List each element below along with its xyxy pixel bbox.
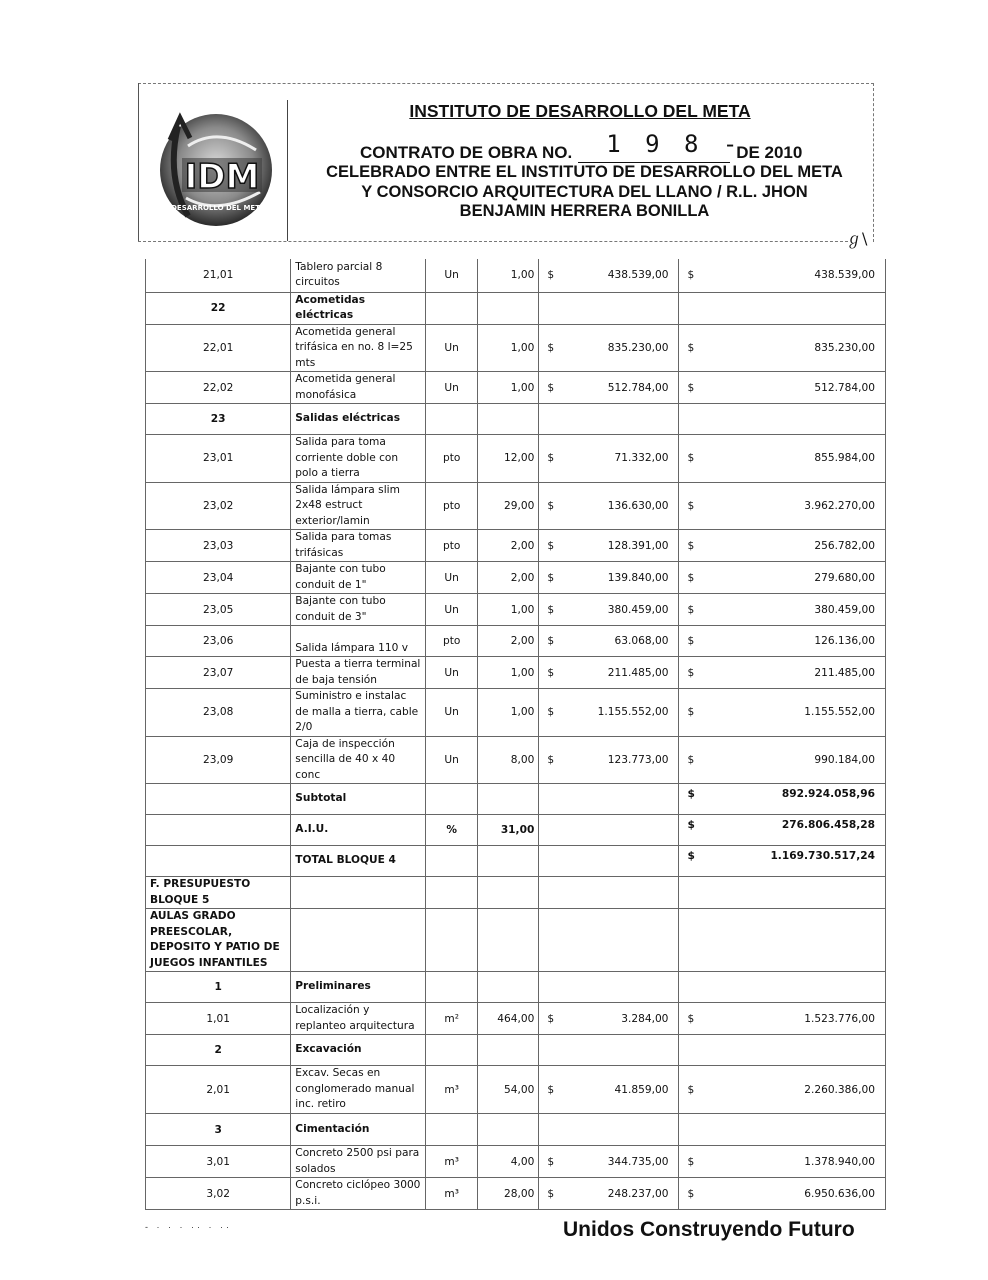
qty-cell (478, 292, 539, 324)
item-row (146, 657, 886, 689)
item-description: Concreto 2500 psi para solados (291, 1146, 426, 1178)
currency-symbol: $ (687, 788, 695, 800)
item-total (679, 626, 886, 657)
summary-row (146, 784, 886, 815)
item-quantity: 12,00 (478, 435, 539, 483)
item-total (679, 1066, 886, 1114)
item-unit-price (539, 689, 679, 737)
item-unit-price-value: 380.459,00 (607, 603, 669, 616)
item-code: 23,03 (146, 530, 291, 562)
item-unit-price (539, 562, 679, 594)
currency-symbol: $ (687, 499, 695, 512)
block-heading-row (146, 877, 886, 909)
item-description: Salida para toma corriente doble con polo a tierra (291, 435, 426, 483)
item-unit-price-value: 41.859,00 (614, 1083, 669, 1096)
currency-symbol: $ (547, 341, 555, 354)
section-code: 3 (146, 1114, 291, 1146)
item-description: Suministro e instalac de malla a tierra, cable 2/0 (291, 689, 426, 737)
currency-symbol: $ (687, 706, 695, 719)
item-unit-price-value: 128.391,00 (607, 539, 669, 552)
item-row (146, 626, 886, 657)
currency-symbol: $ (547, 1187, 555, 1200)
currency-symbol: $ (687, 753, 695, 766)
item-unit-price-value: 3.284,00 (621, 1012, 669, 1025)
summary-qty: 31,00 (478, 815, 539, 846)
price-cell (539, 1035, 679, 1066)
currency-symbol: $ (687, 452, 695, 465)
price-cell (539, 1114, 679, 1146)
item-unit: m² (426, 1003, 478, 1035)
summary-row (146, 815, 886, 846)
item-code: 23,01 (146, 435, 291, 483)
item-unit: Un (426, 324, 478, 372)
unit-cell (426, 404, 478, 435)
item-unit: pto (426, 530, 478, 562)
section-row (146, 292, 886, 324)
item-total (679, 689, 886, 737)
item-quantity: 54,00 (478, 1066, 539, 1114)
qty-cell (478, 404, 539, 435)
currency-symbol: $ (547, 603, 555, 616)
item-quantity: 1,00 (478, 259, 539, 292)
celebrated-line: CELEBRADO ENTRE EL INSTITUTO DE DESARROLLO DEL META (326, 163, 843, 181)
price-cell (539, 784, 679, 815)
code-cell (146, 815, 291, 846)
currency-symbol: $ (547, 1155, 555, 1168)
item-total (679, 435, 886, 483)
item-quantity: 2,00 (478, 530, 539, 562)
item-quantity: 1,00 (478, 594, 539, 626)
idm-logo (148, 106, 276, 234)
item-total (679, 1003, 886, 1035)
item-unit: m³ (426, 1146, 478, 1178)
section-row (146, 404, 886, 435)
currency-symbol: $ (687, 635, 695, 647)
item-code: 23,02 (146, 482, 291, 530)
summary-total (679, 815, 886, 846)
item-row (146, 1003, 886, 1035)
item-description: Puesta a tierra terminal de baja tensión (291, 657, 426, 689)
summary-qty (478, 784, 539, 815)
item-unit-price (539, 1178, 679, 1210)
item-description: Localización y replanteo arquitectura (291, 1003, 426, 1035)
logo-ring-text: DESARROLLO DEL META (171, 204, 265, 212)
block-title: AULAS GRADO PREESCOLAR, DEPOSITO Y PATIO DE JUEGOS INFANTILES (146, 909, 291, 972)
item-total (679, 324, 886, 372)
item-code: 23,05 (146, 594, 291, 626)
item-quantity: 2,00 (478, 626, 539, 657)
desc-cell (291, 909, 426, 972)
item-code: 1,01 (146, 1003, 291, 1035)
item-total-value: 380.459,00 (814, 603, 875, 616)
item-row (146, 372, 886, 404)
item-description: Bajante con tubo conduit de 3" (291, 594, 426, 626)
item-row (146, 259, 886, 292)
celebrated-line: BENJAMIN HERRERA BONILLA (459, 202, 710, 220)
currency-symbol: $ (547, 706, 555, 719)
block-title: F. PRESUPUESTO BLOQUE 5 (146, 877, 291, 909)
currency-symbol: $ (547, 452, 555, 465)
currency-symbol: $ (547, 753, 555, 766)
item-unit-price-value: 512.784,00 (607, 381, 669, 394)
item-unit-price (539, 530, 679, 562)
currency-symbol: $ (547, 571, 555, 584)
budget-table (145, 259, 886, 1210)
item-code: 22,01 (146, 324, 291, 372)
item-total-value: 3.962.270,00 (804, 499, 875, 512)
item-row (146, 689, 886, 737)
item-unit-price-value: 63.068,00 (614, 635, 669, 647)
item-unit-price (539, 626, 679, 657)
item-unit-price-value: 344.735,00 (607, 1155, 669, 1168)
item-code: 23,04 (146, 562, 291, 594)
currency-symbol: $ (687, 1083, 695, 1096)
item-total-value: 1.155.552,00 (804, 706, 875, 719)
item-total (679, 736, 886, 784)
item-code: 23,09 (146, 736, 291, 784)
unit-cell (426, 292, 478, 324)
item-row (146, 562, 886, 594)
item-unit-price (539, 594, 679, 626)
item-total-value: 512.784,00 (814, 381, 875, 394)
item-total (679, 657, 886, 689)
contract-suffix: DE 2010 (736, 143, 803, 162)
summary-qty (478, 846, 539, 877)
item-code: 23,08 (146, 689, 291, 737)
item-unit-price (539, 1066, 679, 1114)
price-cell (539, 909, 679, 972)
item-quantity: 1,00 (478, 324, 539, 372)
section-title: Excavación (291, 1035, 426, 1066)
price-cell (539, 404, 679, 435)
item-quantity: 1,00 (478, 372, 539, 404)
item-total (679, 530, 886, 562)
item-unit-price (539, 324, 679, 372)
price-cell (539, 972, 679, 1003)
item-unit-price-value: 211.485,00 (607, 666, 669, 679)
item-code: 3,01 (146, 1146, 291, 1178)
celebrated-text (292, 163, 877, 222)
currency-symbol: $ (547, 1012, 555, 1025)
item-quantity: 4,00 (478, 1146, 539, 1178)
total-cell (679, 404, 886, 435)
price-cell (539, 877, 679, 909)
item-quantity: 29,00 (478, 482, 539, 530)
total-cell (679, 1035, 886, 1066)
item-unit: Un (426, 689, 478, 737)
item-description: Salida lámpara slim 2x48 estruct exterior/lamin (291, 482, 426, 530)
total-cell (679, 1114, 886, 1146)
currency-symbol: $ (687, 666, 695, 679)
item-unit-price-value: 1.155.552,00 (597, 706, 669, 719)
item-total-value: 211.485,00 (814, 666, 875, 679)
summary-unit (426, 784, 478, 815)
handwritten-mark: ℊ\ (846, 229, 868, 248)
footer-page-info: - · · · ·· · ·· (145, 1222, 232, 1232)
contract-number-blank (578, 130, 743, 163)
item-unit: Un (426, 657, 478, 689)
section-code: 2 (146, 1035, 291, 1066)
item-unit-price (539, 482, 679, 530)
item-unit-price (539, 435, 679, 483)
item-row (146, 435, 886, 483)
item-unit-price (539, 1146, 679, 1178)
item-unit: Un (426, 736, 478, 784)
currency-symbol: $ (687, 819, 695, 831)
item-code: 3,02 (146, 1178, 291, 1210)
item-description: Salida lámpara 110 v (291, 626, 426, 657)
unit-cell (426, 1114, 478, 1146)
item-quantity: 464,00 (478, 1003, 539, 1035)
item-total (679, 259, 886, 292)
item-unit-price-value: 248.237,00 (607, 1187, 669, 1200)
item-unit-price (539, 372, 679, 404)
qty-cell (478, 1114, 539, 1146)
price-cell (539, 292, 679, 324)
item-total-value: 855.984,00 (814, 452, 875, 465)
item-unit: pto (426, 435, 478, 483)
header-divider (287, 100, 288, 241)
item-unit-price-value: 123.773,00 (607, 753, 669, 766)
item-unit: m³ (426, 1178, 478, 1210)
currency-symbol: $ (547, 539, 555, 552)
item-total-value: 256.782,00 (814, 539, 875, 552)
code-cell (146, 846, 291, 877)
currency-symbol: $ (687, 381, 695, 394)
item-row (146, 736, 886, 784)
section-code: 23 (146, 404, 291, 435)
unit-cell (426, 877, 478, 909)
item-total-value: 835.230,00 (814, 341, 875, 354)
summary-label: A.I.U. (291, 815, 426, 846)
header-left-border (138, 83, 139, 241)
summary-total-value: 276.806.458,28 (781, 819, 875, 831)
item-unit-price-value: 438.539,00 (607, 269, 669, 282)
currency-symbol: $ (687, 539, 695, 552)
item-total-value: 279.680,00 (814, 571, 875, 584)
section-code: 22 (146, 292, 291, 324)
currency-symbol: $ (687, 1012, 695, 1025)
desc-cell (291, 877, 426, 909)
total-cell (679, 972, 886, 1003)
item-unit-price-value: 835.230,00 (607, 341, 669, 354)
price-cell (539, 846, 679, 877)
item-code: 23,07 (146, 657, 291, 689)
summary-label: TOTAL BLOQUE 4 (291, 846, 426, 877)
currency-symbol: $ (547, 635, 555, 647)
item-code: 23,06 (146, 626, 291, 657)
item-unit-price-value: 136.630,00 (607, 499, 669, 512)
summary-unit: % (426, 815, 478, 846)
code-cell (146, 784, 291, 815)
item-row (146, 324, 886, 372)
section-row (146, 1114, 886, 1146)
item-unit-price (539, 736, 679, 784)
contract-line (360, 130, 820, 163)
unit-cell (426, 972, 478, 1003)
qty-cell (478, 877, 539, 909)
item-unit: Un (426, 562, 478, 594)
currency-symbol: $ (687, 269, 695, 282)
currency-symbol: $ (547, 269, 555, 282)
item-unit: pto (426, 482, 478, 530)
item-quantity: 1,00 (478, 657, 539, 689)
summary-row (146, 846, 886, 877)
item-total (679, 372, 886, 404)
summary-total (679, 784, 886, 815)
currency-symbol: $ (687, 1155, 695, 1168)
item-total-value: 2.260.386,00 (804, 1083, 875, 1096)
logo-text: IDM (184, 157, 260, 197)
item-total-value: 990.184,00 (814, 753, 875, 766)
item-row (146, 1146, 886, 1178)
unit-cell (426, 909, 478, 972)
total-cell (679, 292, 886, 324)
summary-total-value: 892.924.058,96 (781, 788, 875, 800)
item-description: Caja de inspección sencilla de 40 x 40 conc (291, 736, 426, 784)
currency-symbol: $ (547, 381, 555, 394)
currency-symbol: $ (547, 666, 555, 679)
section-title: Acometidas eléctricas (291, 292, 426, 324)
item-unit-price-value: 139.840,00 (607, 571, 669, 584)
item-description: Bajante con tubo conduit de 1" (291, 562, 426, 594)
item-unit: Un (426, 259, 478, 292)
header-bottom-border (138, 241, 848, 242)
item-description: Acometida general trifásica en no. 8 l=25 mts (291, 324, 426, 372)
unit-cell (426, 1035, 478, 1066)
item-description: Salida para tomas trifásicas (291, 530, 426, 562)
item-description: Concreto ciclópeo 3000 p.s.i. (291, 1178, 426, 1210)
celebrated-line: Y CONSORCIO ARQUITECTURA DEL LLANO / R.L. JHON (361, 182, 808, 201)
qty-cell (478, 1035, 539, 1066)
item-row (146, 1066, 886, 1114)
summary-label: Subtotal (291, 784, 426, 815)
item-unit-price (539, 1003, 679, 1035)
item-total (679, 562, 886, 594)
section-title: Salidas eléctricas (291, 404, 426, 435)
item-row (146, 1178, 886, 1210)
section-row (146, 1035, 886, 1066)
section-title: Cimentación (291, 1114, 426, 1146)
item-quantity: 28,00 (478, 1178, 539, 1210)
currency-symbol: $ (687, 341, 695, 354)
currency-symbol: $ (547, 499, 555, 512)
item-total-value: 1.378.940,00 (804, 1155, 875, 1168)
item-unit-price-value: 71.332,00 (614, 452, 669, 465)
item-row (146, 530, 886, 562)
contract-prefix: CONTRATO DE OBRA NO. (360, 143, 573, 162)
total-cell (679, 877, 886, 909)
price-cell (539, 815, 679, 846)
item-total (679, 482, 886, 530)
item-total-value: 126.136,00 (814, 635, 875, 647)
currency-symbol: $ (687, 1187, 695, 1200)
footer-slogan: Unidos Construyendo Futuro (563, 1218, 855, 1241)
summary-unit (426, 846, 478, 877)
item-code: 22,02 (146, 372, 291, 404)
item-unit: pto (426, 626, 478, 657)
item-quantity: 2,00 (478, 562, 539, 594)
item-unit: m³ (426, 1066, 478, 1114)
item-unit: Un (426, 372, 478, 404)
currency-symbol: $ (547, 1083, 555, 1096)
item-total (679, 594, 886, 626)
item-unit-price (539, 657, 679, 689)
item-description: Tablero parcial 8 circuitos (291, 259, 426, 292)
section-title: Preliminares (291, 972, 426, 1003)
item-code: 21,01 (146, 259, 291, 292)
summary-total (679, 846, 886, 877)
currency-symbol: $ (687, 603, 695, 616)
section-code: 1 (146, 972, 291, 1003)
budget-table-body (146, 259, 886, 1210)
item-row (146, 594, 886, 626)
item-quantity: 8,00 (478, 736, 539, 784)
item-total-value: 6.950.636,00 (804, 1187, 875, 1200)
item-unit-price (539, 259, 679, 292)
item-description: Acometida general monofásica (291, 372, 426, 404)
item-description: Excav. Secas en conglomerado manual inc. retiro (291, 1066, 426, 1114)
qty-cell (478, 909, 539, 972)
section-row (146, 972, 886, 1003)
currency-symbol: $ (687, 571, 695, 584)
item-total (679, 1178, 886, 1210)
item-quantity: 1,00 (478, 689, 539, 737)
institution-title: INSTITUTO DE DESARROLLO DEL META (409, 101, 751, 121)
total-cell (679, 909, 886, 972)
currency-symbol: $ (687, 850, 695, 862)
item-code: 2,01 (146, 1066, 291, 1114)
contract-number: 1 9 8 - (606, 130, 743, 158)
item-total-value: 438.539,00 (814, 269, 875, 282)
qty-cell (478, 972, 539, 1003)
item-unit: Un (426, 594, 478, 626)
item-row (146, 482, 886, 530)
block-heading-row (146, 909, 886, 972)
item-total (679, 1146, 886, 1178)
item-total-value: 1.523.776,00 (804, 1012, 875, 1025)
summary-total-value: 1.169.730.517,24 (770, 850, 875, 862)
